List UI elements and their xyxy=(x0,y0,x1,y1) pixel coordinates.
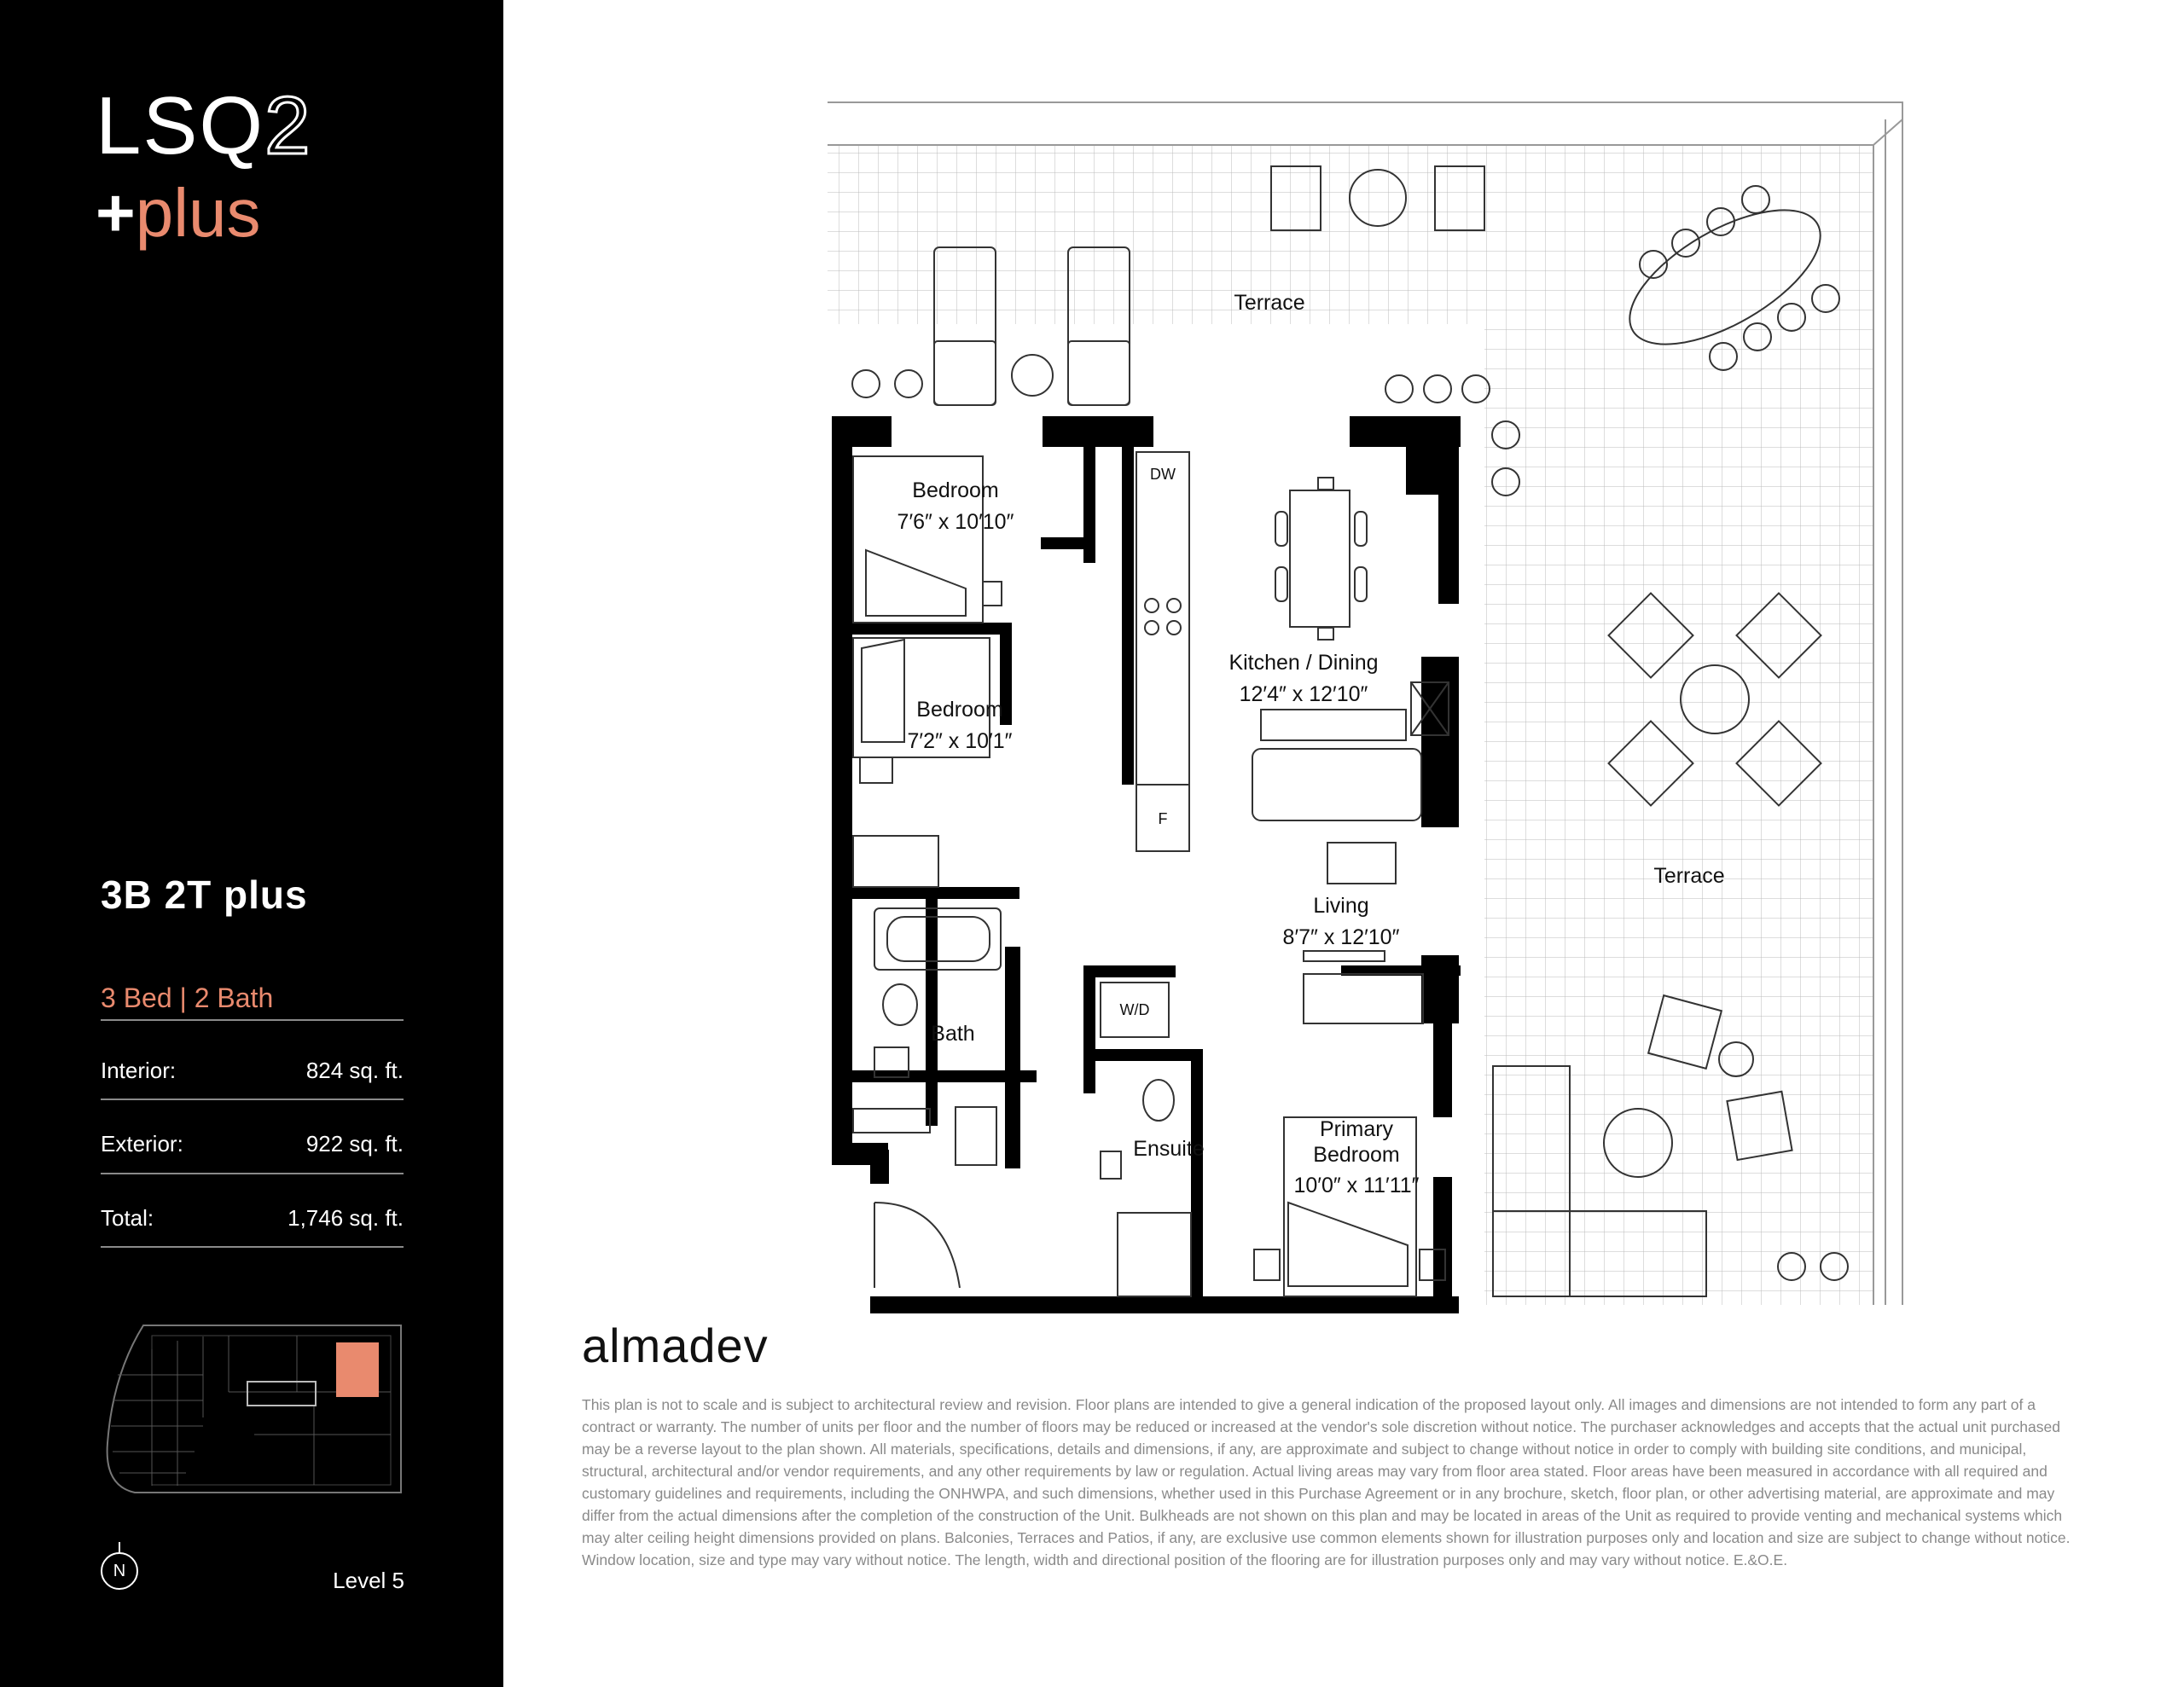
area-row-total xyxy=(101,1205,404,1232)
logo-plus-sign: + xyxy=(96,175,136,251)
bedroom2-name: Bedroom xyxy=(916,698,1003,722)
key-plan-highlight xyxy=(336,1342,379,1397)
primary-name-1: Primary xyxy=(1319,1117,1394,1141)
terrace-right-tiles xyxy=(1484,324,1873,1305)
kitchen-name: Kitchen / Dining xyxy=(1228,651,1379,675)
divider xyxy=(101,1246,404,1248)
living-dims: 8′7″ x 12′10″ xyxy=(1282,925,1400,949)
primary-name-2: Bedroom xyxy=(1313,1143,1400,1167)
logo-text: LSQ xyxy=(96,80,265,171)
unit-name: 3B 2T plus xyxy=(101,872,308,917)
bedroom2-dims: 7′2″ x 10′1″ xyxy=(907,729,1013,753)
logo-digit: 2 xyxy=(264,80,312,171)
fridge-label: F xyxy=(1158,810,1168,827)
level-label: Level 5 xyxy=(333,1568,404,1593)
divider xyxy=(101,1099,404,1100)
area-label: Total: xyxy=(101,1205,154,1231)
floor-plan xyxy=(819,94,1937,1313)
key-plan xyxy=(101,1324,404,1494)
bed-bath-summary: 3 Bed | 2 Bath xyxy=(101,983,274,1013)
area-label: Interior: xyxy=(101,1058,177,1083)
area-value: 922 sq. ft. xyxy=(305,1131,404,1157)
washer-dryer-label: W/D xyxy=(1119,1001,1150,1018)
area-row-exterior xyxy=(101,1131,404,1157)
living-name: Living xyxy=(1313,894,1369,918)
primary-dims: 10′0″ x 11′11″ xyxy=(1293,1174,1420,1197)
area-row-interior xyxy=(101,1058,404,1084)
area-value: 1,746 sq. ft. xyxy=(288,1205,404,1231)
terrace-top-label: Terrace xyxy=(1234,291,1305,315)
terrace-right-label: Terrace xyxy=(1653,864,1725,888)
logo-lsq2 xyxy=(96,80,312,171)
bedroom1-name: Bedroom xyxy=(912,478,999,502)
ensuite-label: Ensuite xyxy=(1133,1137,1205,1161)
divider xyxy=(101,1019,404,1021)
area-value: 824 sq. ft. xyxy=(305,1058,404,1083)
brand-logo: almadev xyxy=(582,1319,769,1372)
sidebar xyxy=(0,0,503,1687)
divider xyxy=(101,1173,404,1174)
bath-label: Bath xyxy=(931,1022,975,1046)
north-icon: N xyxy=(101,1552,138,1590)
logo-plus-word: plus xyxy=(135,175,261,251)
disclaimer-text: This plan is not to scale and is subject to architectural review and revision. Floor plans are intended to give a general indication of the proposed layout only. All images and dimensions are not intended to form any part of a contract or warranty. The number of units per floor and the number of floors may be reduced or increased at the vendor's sole discretion without notice. The purchaser acknowledges and accepts that the actual unit purchased may be a reverse layout to the plan shown. All materials, specifications, details and dimensions, if any, are approximate and subject to change without notice in order to comply with building site conditions, and municipal, structural, architectural and/or vendor requirements, and any other requirements by law or regulation. Actual living areas may vary from floor area stated. Floor areas have been measured in accordance with all required and customary guidelines and requirements, including the ONHWPA, and such dimensions, whether used in this Purchase Agreement or in any brochure, sketch, floor plan, or other advertising material, are approximate and may differ from the actual dimensions after the completion of the construction of the Unit. Bulkheads are not shown on this plan and may be located in areas of the Unit as required to provide venting and mechanical systems which may alter ceiling height dimensions provided on plans. Balconies, Terraces and Patios, if any, are exclusive use common elements shown for illustration purposes only and location and size are subject to change without notice. Window location, size and type may vary without notice. The length, width and directional position of the flooring are for illustration purposes only and may vary without notice. E.&O.E. xyxy=(582,1396,2071,1568)
bedroom1-dims: 7′6″ x 10′10″ xyxy=(897,510,1014,534)
dishwasher-label: DW xyxy=(1150,466,1176,483)
kitchen-dims: 12′4″ x 12′10″ xyxy=(1239,682,1368,706)
logo-plus xyxy=(96,175,261,251)
area-label: Exterior: xyxy=(101,1131,183,1157)
